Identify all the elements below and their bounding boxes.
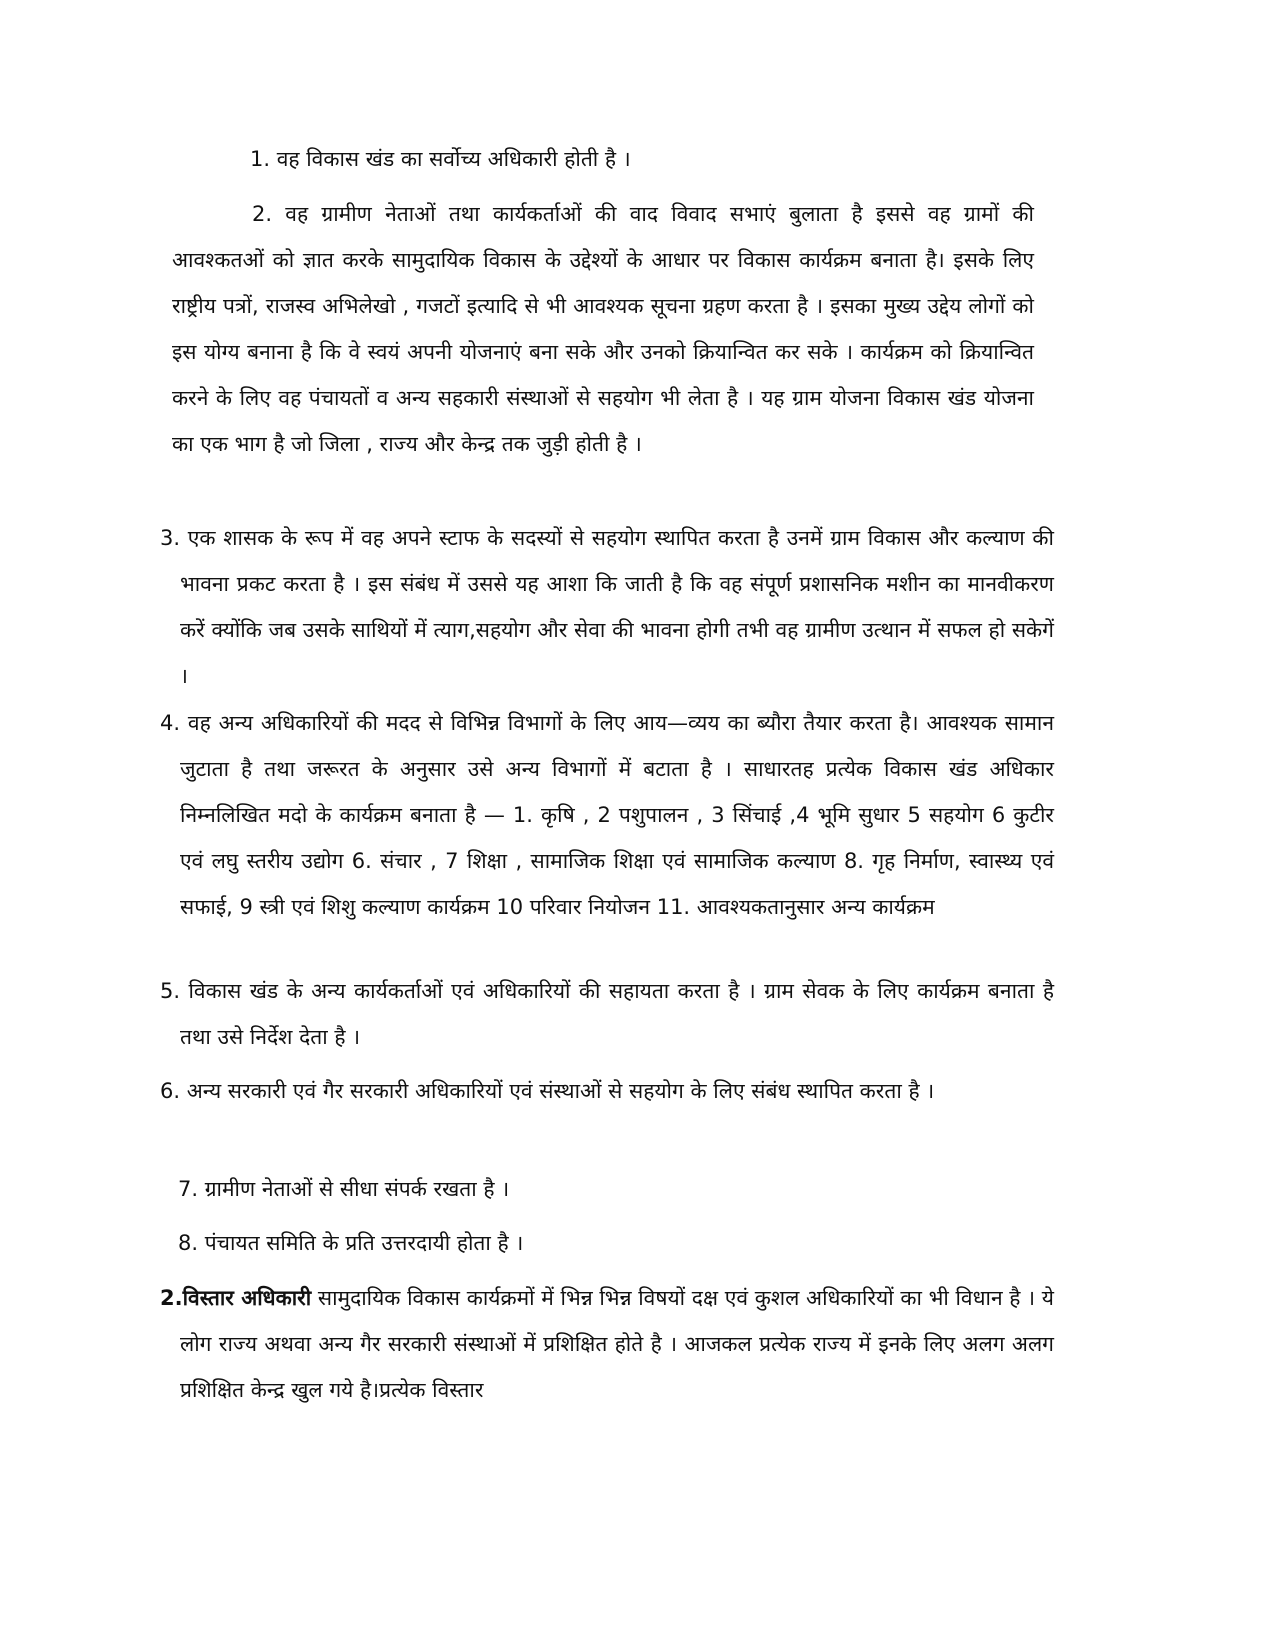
paragraph-3: 3. एक शासक के रूप में वह अपने स्टाफ के सदस्यों से सहयोग स्थापित करता है उनमें ग्राम विकास और कल्याण की भावना प्रकट करता है । इस संबंध में उससे यह आशा कि जाती है कि वह संपूर्ण प्रशासनिक मशीन का मानवीकरण करें क्योंकि जब उसके साथियों में त्याग,सहयोग और सेवा की भावना होगी तभी वह ग्रामीण उत्थान में सफल हो सकेगें । [160, 526, 1054, 688]
paragraph-5: 5. विकास खंड के अन्य कार्यकर्ताओं एवं अधिकारियों की सहायता करता है । ग्राम सेवक के लिए कार्यक्रम बनाता है तथा उसे निर्देश देता है । [160, 979, 1054, 1049]
section-2-paragraph [160, 1275, 1054, 1413]
section-2-heading: 2.विस्तार अधिकारी [160, 1286, 312, 1310]
paragraph-4: 4. वह अन्य अधिकारियों की मदद से विभिन्न विभागों के लिए आय—व्यय का ब्यौरा तैयार करता है। आवश्यक सामान जुटाता है तथा जरूरत के अनुसार उसे अन्य विभागों में बटाता है । साधारतह प्रत्येक विकास खंड अधिकार निम्नलिखित मदो के कार्यक्रम बनाता है — 1. कृषि , 2 पशुपालन , 3 सिंचाई ,4 भूमि सुधार 5 सहयोग 6 कुटीर एवं लघु स्तरीय उद्योग 6. संचार , 7 शिक्षा , सामाजिक शिक्षा एवं सामाजिक कल्याण 8. गृह निर्माण, स्वास्थ्य एवं सफाई, 9 स्त्री एवं शिशु कल्याण कार्यक्रम 10 परिवार नियोजन 11. आवश्यकतानुसार अन्य कार्यक्रम [160, 711, 1054, 919]
paragraph-7: 7. ग्रामीण नेताओं से सीधा संपर्क रखता है । [178, 1177, 510, 1201]
paragraph-1: 1. वह विकास खंड का सर्वोच्य अधिकारी होती है । [250, 147, 631, 171]
paragraph-2: 2. वह ग्रामीण नेताओं तथा कार्यकर्ताओं की वाद विवाद सभाएं बुलाता है इससे वह ग्रामों की आवश्कतओं को ज्ञात करके सामुदायिक विकास के उद्देश्यों के आधार पर विकास कार्यक्रम बनाता है। इसके लिए राष्ट्रीय पत्रों, राजस्व अभिलेखो , गजटों इत्यादि से भी आवश्यक सूचना ग्रहण करता है । इसका मुख्य उद्देय लोगों को इस योग्य बनाना है कि वे स्वयं अपनी योजनाएं बना सके और उनको क्रियान्वित कर सके । कार्यक्रम को क्रियान्वित करने के लिए वह पंचायतों व अन्य सहकारी संस्थाओं से सहयोग भी लेता है । यह ग्राम योजना विकास खंड योजना का एक भाग है जो जिला , राज्य और केन्द्र तक जुड़ी होती है । [172, 202, 1034, 456]
section-2-text: सामुदायिक विकास कार्यक्रमों में भिन्न भिन्न विषयों दक्ष एवं कुशल अधिकारियों का भी विधान है । ये लोग राज्य अथवा अन्य गैर सरकारी संस्थाओं में प्रशिक्षित होते है । आजकल प्रत्येक राज्य में इनके लिए अलग अलग प्रशिक्षित केन्द्र खुल गये है।प्रत्येक विस्तार [180, 1286, 1054, 1402]
paragraph-8: 8. पंचायत समिति के प्रति उत्तरदायी होता है । [178, 1231, 524, 1255]
paragraph-6: 6. अन्य सरकारी एवं गैर सरकारी अधिकारियों एवं संस्थाओं से सहयोग के लिए संबंध स्थापित करता है । [160, 1079, 935, 1103]
